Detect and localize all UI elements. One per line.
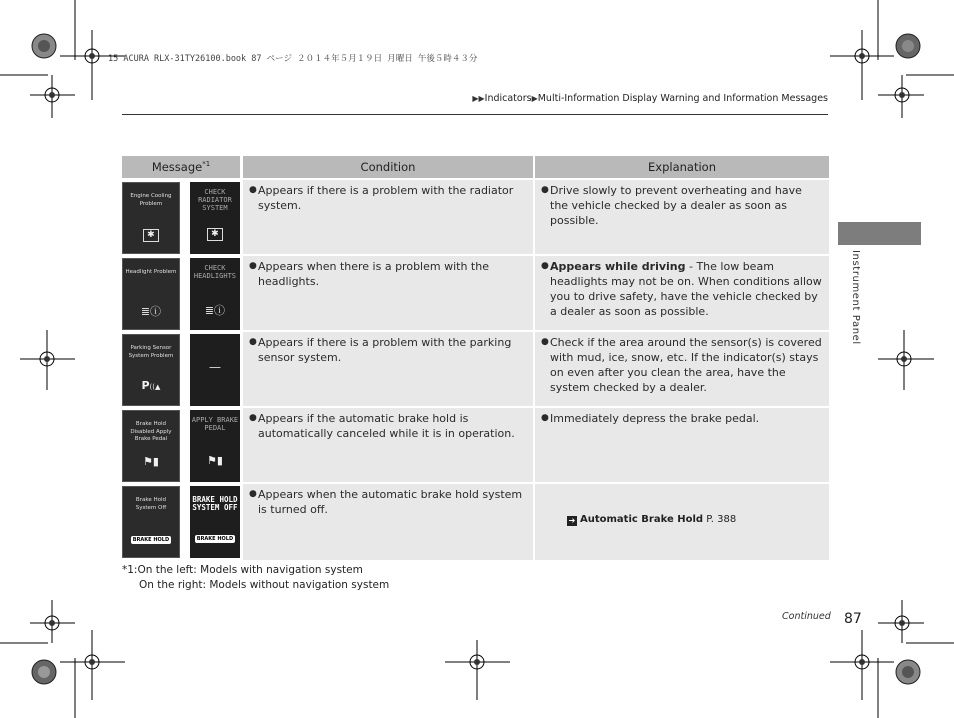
screen-text: Brake Hold Disabled Apply Brake Pedal [130,421,172,442]
nav-display-screen [122,182,180,254]
nav-display-screen [122,258,180,330]
header-message: Message$^{*1}$ [122,156,243,180]
page-number: 87 [844,611,862,627]
nav-display-screen [122,410,180,482]
condition-text: Appears when there is a problem with the headlights. [258,260,489,288]
mid-display-screen [190,410,240,482]
warning-messages-table [122,156,829,560]
header-rule [122,114,828,115]
condition-text: Appears if the automatic brake hold is automatically canceled while it is in operation. [258,412,515,440]
header-condition: Condition [243,156,535,180]
table-header-row [122,156,829,180]
header-explanation: Explanation [535,156,829,180]
parking-sensor-icon: P((▲ [141,379,161,392]
explanation-cell [535,408,829,484]
brake-hold-icon: BRAKE HOLD [196,536,234,542]
bullet: ● [249,261,257,271]
explanation-cell [535,484,829,560]
screen-text: CHECK RADIATOR SYSTEM [198,188,232,212]
message-cell [122,180,243,256]
breadcrumb-indicators-link[interactable]: Indicators [484,93,532,104]
table-row [122,180,829,256]
message-cell [122,332,243,408]
headlight-icon: ≣ⓘ [140,305,162,318]
bullet: ● [541,261,549,271]
mid-display-screen [190,182,240,254]
breadcrumb [472,93,828,104]
explanation-cell [535,180,829,256]
table-row [122,484,829,560]
mid-display-screen [190,486,240,558]
chapter-tab[interactable] [838,222,921,245]
screen-text: Engine Cooling Problem [130,193,172,207]
bullet: ● [541,337,549,347]
condition-cell [243,332,535,408]
arrow-right-icon: ➔ [568,516,576,525]
xref-page: P. 388 [706,514,737,525]
explanation-text: Check if the area around the sensor(s) is covered with mud, ice, snow, etc. If the indicator(s) stays on even after you clean the area, have the system checked by a dealer. [550,336,822,394]
mid-display-screen [190,258,240,330]
condition-cell [243,256,535,332]
bullet: ● [249,185,257,195]
footnote-line: On the right: Models without navigation system [139,578,390,591]
brake-pedal-icon: ⚑▮ [206,454,223,467]
screen-text: — [208,360,221,374]
condition-cell [243,484,535,560]
bullet: ● [249,489,257,499]
cross-reference-link[interactable] [535,484,829,526]
explanation-emphasis: Appears while driving [550,260,686,273]
bullet: ● [541,185,549,195]
chapter-tab-label: Instrument Panel [850,250,861,345]
footnote-ref: *1 [202,160,211,169]
screen-text: BRAKE HOLD SYSTEM OFF [192,495,238,512]
screen-text: Brake Hold System Off [135,497,167,511]
condition-cell [243,180,535,256]
footnote-line: *1:On the left: Models with navigation system [122,564,363,576]
table-row [122,332,829,408]
message-cell [122,484,243,560]
breadcrumb-separator: ▶ [531,94,538,103]
breadcrumb-current[interactable]: Multi-Information Display Warning and Information Messages [537,93,828,104]
explanation-text: Drive slowly to prevent overheating and have the vehicle checked by a dealer as soon as possible. [550,184,802,227]
bullet: ● [249,337,257,347]
nav-display-screen [122,486,180,558]
explanation-cell [535,332,829,408]
breadcrumb-marker: ▶▶ [472,94,485,103]
screen-text: CHECK HEADLIGHTS [193,264,237,280]
print-header: 15 ACURA RLX-31TY26100.book 87 ページ ２０１４年５月１９日 月曜日 午後５時４３分 [108,54,478,64]
mid-display-screen [190,334,240,406]
headlight-icon: ≣ⓘ [204,304,226,317]
condition-text: Appears if there is a problem with the parking sensor system. [258,336,512,364]
nav-display-screen [122,334,180,406]
explanation-text: Immediately depress the brake pedal. [550,412,760,425]
continued-label: Continued [782,611,831,622]
screen-text: Headlight Problem [125,269,177,275]
radiator-icon: ✱ [207,228,223,241]
screen-text: Parking Sensor System Problem [128,345,174,359]
radiator-icon: ✱ [143,229,159,242]
table-row [122,408,829,484]
xref-title: Automatic Brake Hold [580,514,704,525]
brake-hold-icon: BRAKE HOLD [132,537,170,543]
message-cell [122,408,243,484]
brake-pedal-icon: ⚑▮ [142,455,159,468]
explanation-cell [535,256,829,332]
table-row [122,256,829,332]
condition-text: Appears when the automatic brake hold system is turned off. [258,488,523,516]
message-cell [122,256,243,332]
condition-cell [243,408,535,484]
condition-text: Appears if there is a problem with the radiator system. [258,184,514,212]
bullet: ● [249,413,257,423]
bullet: ● [541,413,549,423]
screen-text: APPLY BRAKE PEDAL [191,416,239,432]
explanation-text: - The low beam headlights may not be on. When conditions allow you to drive safety, have the vehicle checked by a dealer as soon as possible. [550,260,822,318]
footnote [122,563,389,592]
